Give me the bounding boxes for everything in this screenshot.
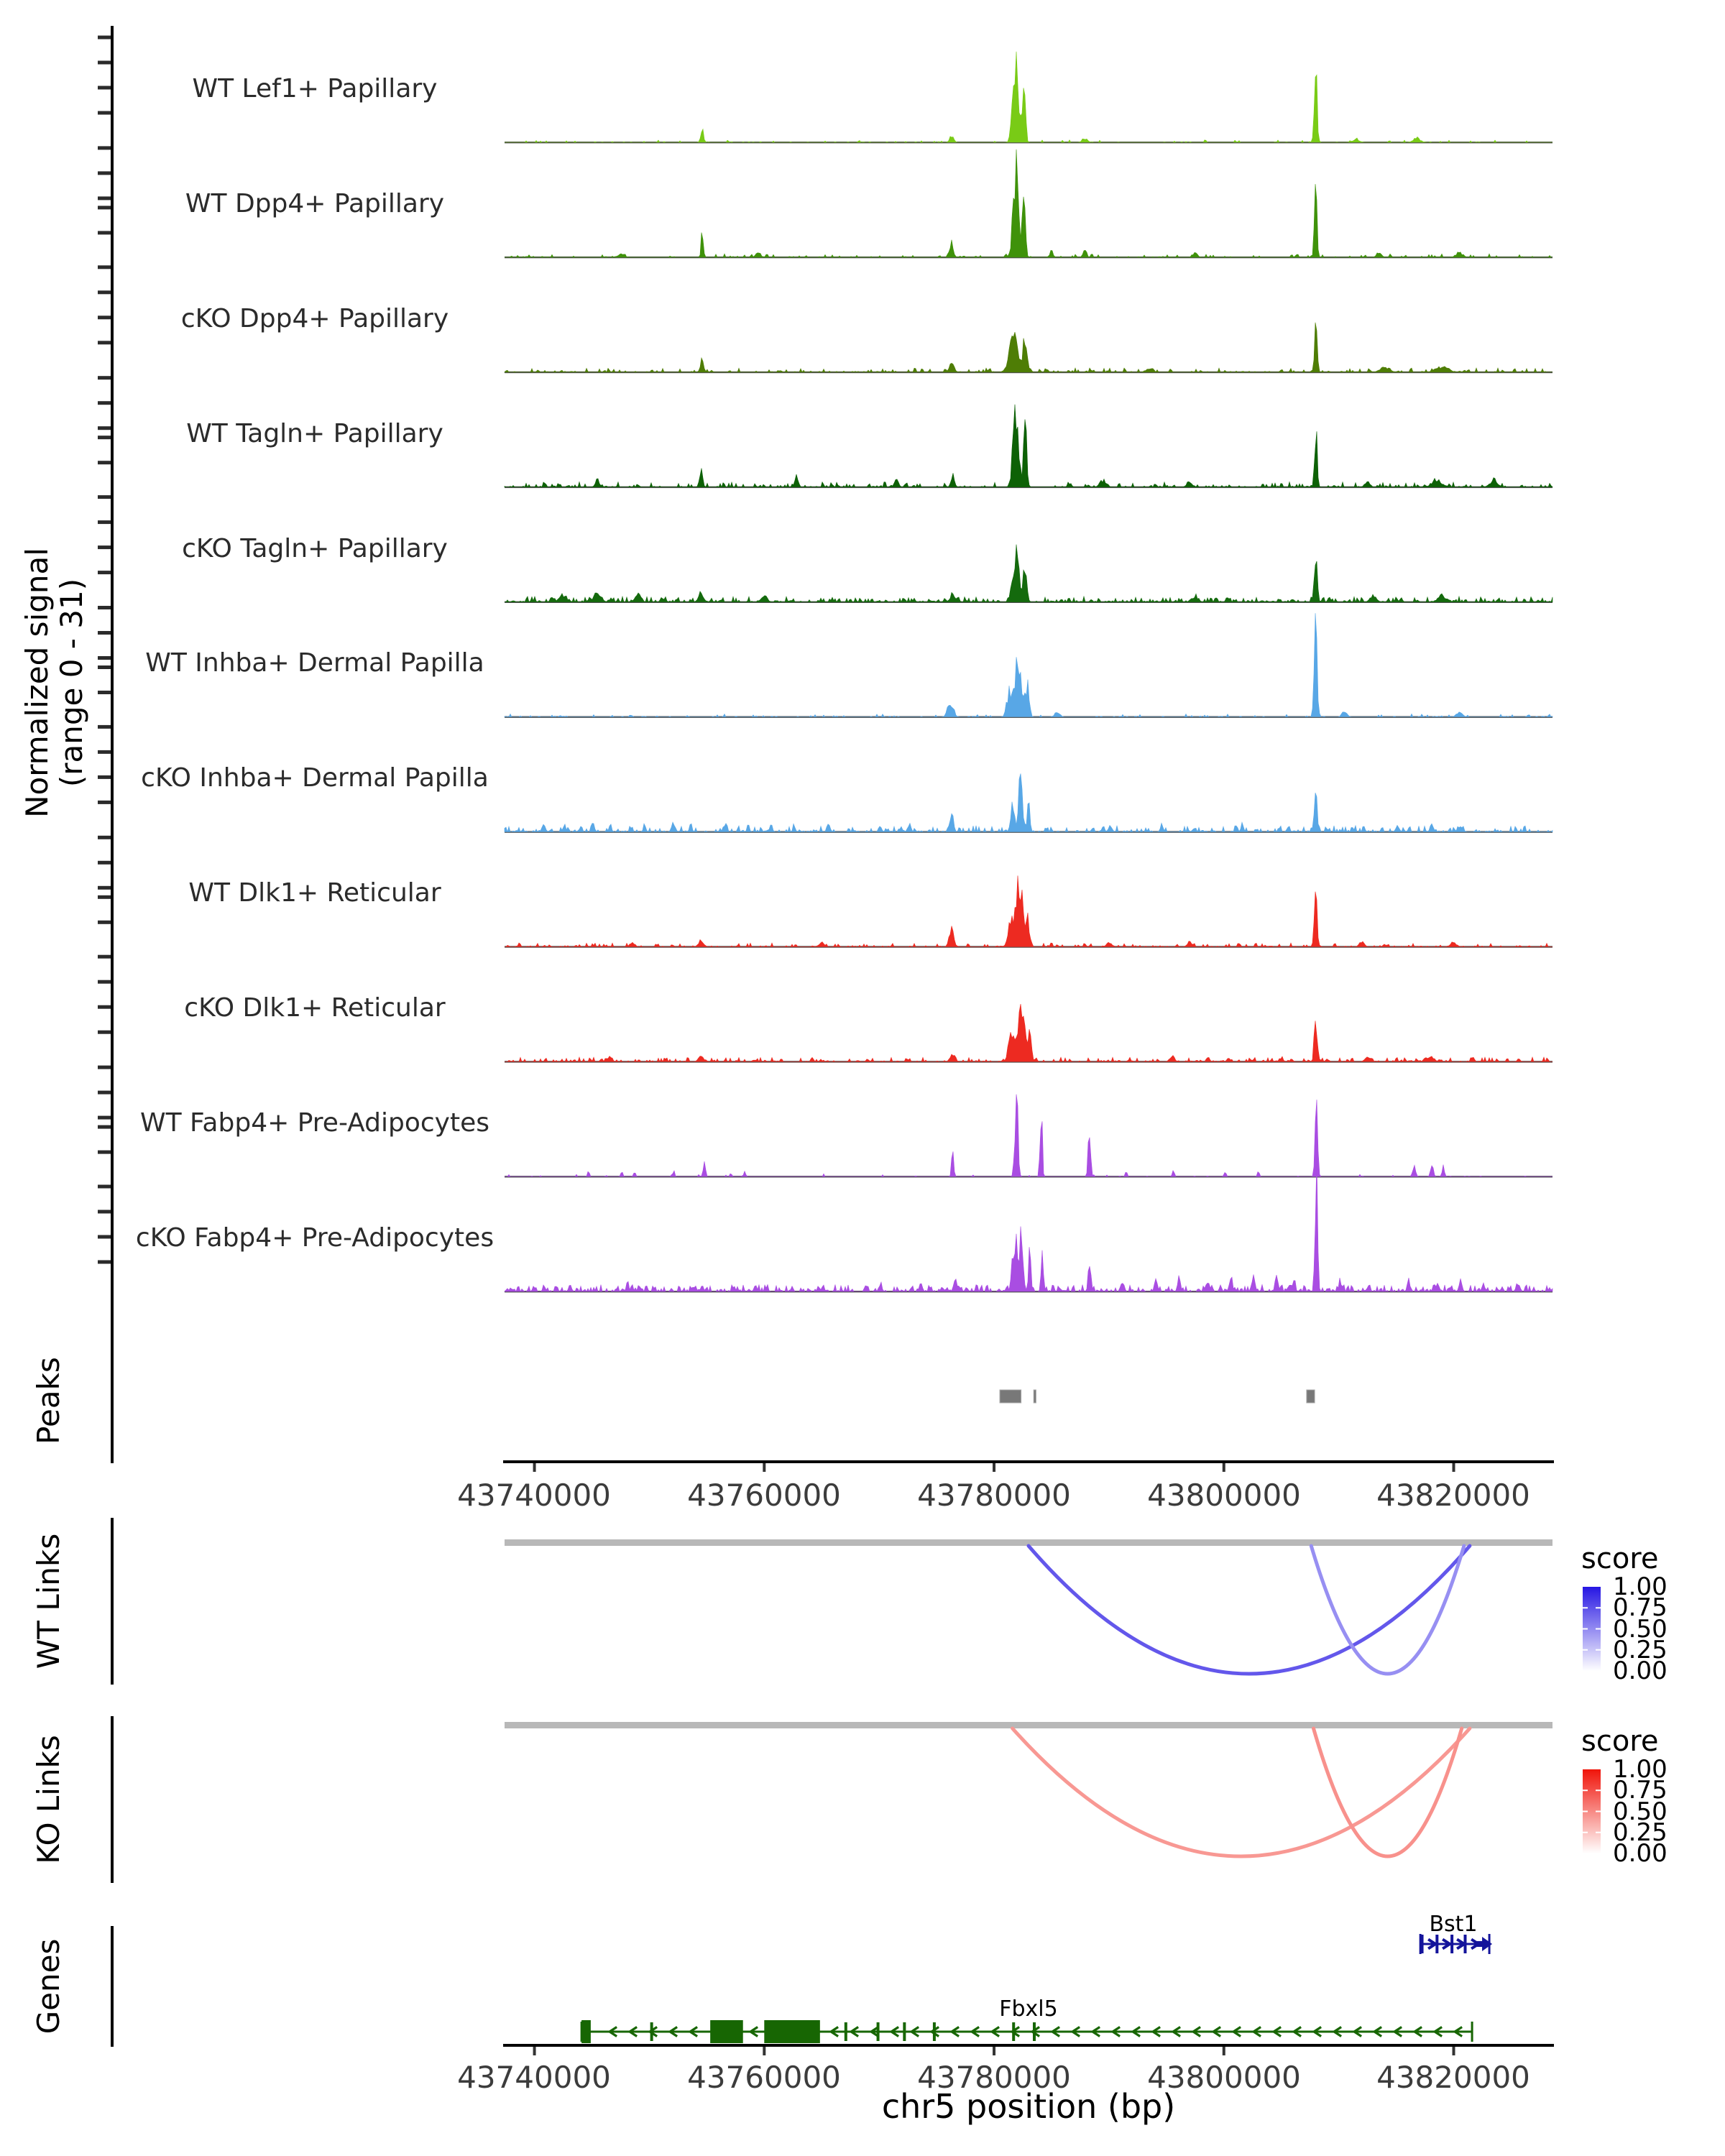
section-bracket [111, 1518, 114, 1685]
wt-links-track [505, 1539, 1552, 1674]
gene-exon-tick [1421, 1935, 1424, 1953]
wt-legend-tick-100: 1.00 [1613, 1572, 1668, 1601]
axis-top-tick-43780000: 43780000 [917, 1478, 1071, 1513]
legend-bar-tick [1596, 1649, 1601, 1651]
spine-tick [98, 1185, 111, 1189]
track-label-wt-fabp4: WT Fabp4+ Pre-Adipocytes [140, 1108, 489, 1138]
track-label-cko-dpp4: cKO Dpp4+ Papillary [180, 304, 449, 333]
axis-bottom-tick-43780000: 43780000 [917, 2060, 1071, 2095]
legend-bar-tick [1596, 1832, 1601, 1833]
spine-tick [98, 750, 111, 754]
axis-top-tick-43820000: 43820000 [1376, 1478, 1530, 1513]
axis-tick [763, 1463, 765, 1472]
track-label-cko-tagln: cKO Tagln+ Papillary [182, 534, 448, 563]
track-label-wt-lef1: WT Lef1+ Papillary [192, 74, 438, 103]
section-bracket [111, 1926, 114, 2047]
coverage-signal [505, 52, 1552, 142]
axis-bottom-tick-43740000: 43740000 [457, 2060, 611, 2095]
score-legends [1583, 1587, 1601, 1853]
genes-track [581, 1934, 1492, 2043]
axis-top-tick-43760000: 43760000 [687, 1478, 841, 1513]
coverage-signal [505, 405, 1552, 487]
gene-label-bst1: Bst1 [1429, 1912, 1478, 1937]
spine-tick [98, 1091, 111, 1095]
axis-top-tick-43740000: 43740000 [457, 1478, 611, 1513]
peak-box [1307, 1390, 1315, 1403]
spine-tick [98, 1151, 111, 1154]
track-label-wt-dlk1: WT Dlk1+ Reticular [188, 878, 441, 908]
axis-tick [763, 2047, 765, 2055]
coverage-signal [505, 875, 1552, 946]
y-axis-label-line1: Normalized signal [19, 548, 55, 818]
ko-legend-tick-025: 0.25 [1613, 1818, 1668, 1847]
spine-tick [98, 341, 111, 344]
gene-end-tick [1471, 2022, 1473, 2042]
coverage-signal [505, 613, 1552, 717]
legend-bar-tick [1583, 1607, 1588, 1608]
link-arc [1013, 1728, 1470, 1856]
axis-tick [1453, 1463, 1455, 1472]
links-baseline [505, 1722, 1552, 1728]
spine-tick [98, 1031, 111, 1034]
ko-legend-tick-000: 0.00 [1613, 1839, 1668, 1868]
legend-bar-tick [1596, 1628, 1601, 1630]
y-axis-label-line2: (range 0 - 31) [54, 578, 89, 788]
gene-exon-tick [903, 2022, 906, 2041]
axis-tick [1453, 2047, 1455, 2055]
spine-tick [98, 290, 111, 294]
spine-tick [98, 725, 111, 729]
section-label-genes: Genes [31, 1938, 66, 2035]
spine-tick [98, 376, 111, 379]
wt-legend-tick-050: 0.50 [1613, 1615, 1668, 1644]
spine-tick [98, 571, 111, 574]
peak-box [1000, 1390, 1021, 1403]
axis-bottom-tick-43820000: 43820000 [1376, 2060, 1530, 2095]
link-arc [1313, 1728, 1461, 1856]
gene-exon-tick [845, 2022, 847, 2041]
wt-links-legend-title: score [1581, 1542, 1659, 1575]
spine-tick [98, 265, 111, 269]
coverage-signal [505, 1004, 1552, 1061]
ko-links-track [505, 1722, 1552, 1856]
spine-tick [98, 495, 111, 499]
section-label-ko-links: KO Links [31, 1735, 66, 1864]
peaks-track [1000, 1390, 1315, 1403]
spine-tick [98, 1261, 111, 1264]
spine-tick [98, 691, 111, 694]
spine-tick [98, 801, 111, 804]
ko-legend-tick-075: 0.75 [1613, 1776, 1668, 1805]
legend-bar-tick [1583, 1628, 1588, 1630]
axis-tick [533, 2047, 536, 2055]
track-label-wt-inhba: WT Inhba+ Dermal Papilla [145, 648, 484, 678]
legend-bar-tick [1596, 1607, 1601, 1608]
wt-legend-tick-000: 0.00 [1613, 1657, 1668, 1685]
gene-label-fbxl5: Fbxl5 [999, 1996, 1058, 2022]
spine-tick [98, 836, 111, 839]
legend-bar-tick [1583, 1789, 1588, 1791]
axis-line [503, 1460, 1554, 1463]
spine-tick [98, 980, 111, 984]
gene-exon-box [764, 2020, 820, 2043]
coverage-signal [505, 149, 1552, 257]
ko-links-legend-title: score [1581, 1725, 1659, 1758]
track-label-cko-dlk1: cKO Dlk1+ Reticular [184, 993, 446, 1023]
gene-terminal-arrow-head [1482, 1937, 1492, 1951]
ko-legend-tick-050: 0.50 [1613, 1797, 1668, 1826]
coverage-signal [505, 1095, 1552, 1176]
coverage-spine [111, 26, 114, 1342]
spine-tick [98, 61, 111, 65]
axis-top-tick-43800000: 43800000 [1147, 1478, 1301, 1513]
coverage-signal [505, 545, 1552, 602]
spine-tick [98, 631, 111, 635]
wt-legend-tick-025: 0.25 [1613, 1636, 1668, 1664]
gene-exon-box [710, 2020, 743, 2043]
peak-box [1034, 1390, 1036, 1403]
coverage-tracks [505, 52, 1552, 1293]
spine-tick [98, 1066, 111, 1069]
section-label-peaks: Peaks [31, 1357, 66, 1445]
axis-bottom-tick-43760000: 43760000 [687, 2060, 841, 2095]
section-bracket [111, 1338, 114, 1463]
wt-legend-tick-075: 0.75 [1613, 1593, 1668, 1622]
genomic-axis-top [503, 1460, 1554, 1472]
section-bracket [111, 1716, 114, 1883]
legend-bar-tick [1596, 1789, 1601, 1791]
track-label-wt-tagln: WT Tagln+ Papillary [186, 419, 443, 448]
spine-tick [98, 401, 111, 405]
spine-tick [98, 36, 111, 40]
spine-tick [98, 111, 111, 115]
axis-tick [533, 1463, 536, 1472]
spine-tick [98, 1210, 111, 1214]
spine-tick [98, 171, 111, 175]
spine-tick [98, 146, 111, 149]
spine-tick [98, 231, 111, 234]
axis-tick [993, 1463, 995, 1472]
spine-tick [98, 861, 111, 865]
track-label-wt-dpp4: WT Dpp4+ Papillary [185, 189, 445, 218]
spine-tick [98, 606, 111, 609]
legend-bar-tick [1583, 1811, 1588, 1812]
legend-bar-tick [1583, 1649, 1588, 1651]
spine-tick [98, 461, 111, 464]
coverage-signal [505, 323, 1552, 372]
y-axis-label [20, 359, 89, 1006]
track-label-cko-inhba: cKO Inhba+ Dermal Papilla [141, 763, 489, 793]
genomic-axis-bottom [503, 2044, 1554, 2055]
axis-tick [993, 2047, 995, 2055]
spine-tick [98, 921, 111, 924]
link-arc [1029, 1546, 1470, 1674]
axis-tick [1223, 2047, 1225, 2055]
gene-exon-box [581, 2020, 591, 2043]
section-label-wt-links: WT Links [31, 1533, 66, 1669]
track-label-cko-fabp4: cKO Fabp4+ Pre-Adipocytes [135, 1223, 494, 1253]
axis-bottom-tick-43800000: 43800000 [1147, 2060, 1301, 2095]
legend-bar-tick [1596, 1811, 1601, 1812]
axis-line [503, 2044, 1554, 2047]
coverage-signal [505, 773, 1552, 831]
ko-legend-tick-100: 1.00 [1613, 1755, 1668, 1784]
axis-tick [1223, 1463, 1225, 1472]
x-axis-title: chr5 position (bp) [881, 2087, 1176, 2126]
spine-tick [98, 955, 111, 959]
coverage-signal [505, 1158, 1552, 1291]
spine-tick [98, 520, 111, 524]
gene-exon-tick [877, 2022, 880, 2041]
legend-bar-tick [1583, 1832, 1588, 1833]
